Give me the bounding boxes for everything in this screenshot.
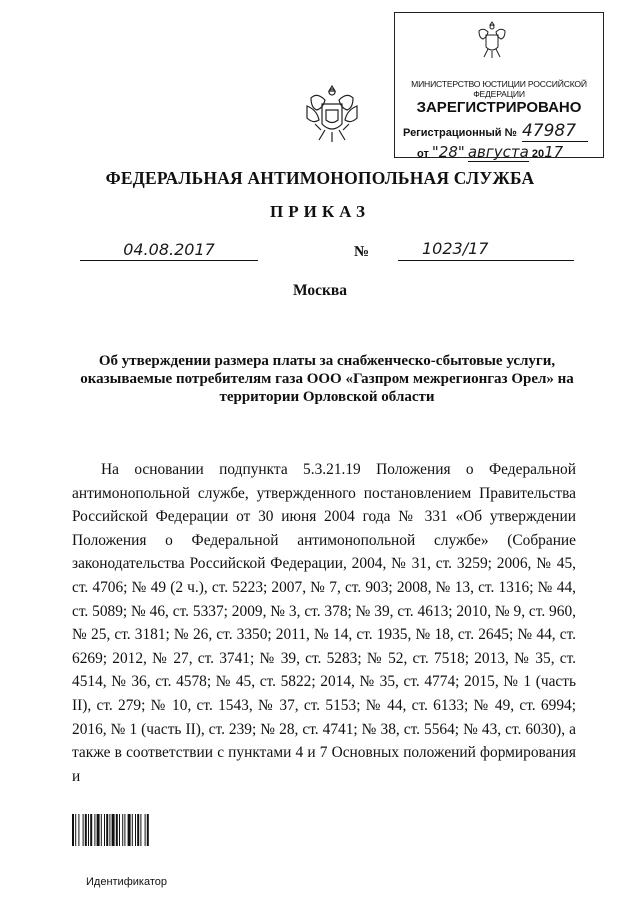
- city: Москва: [292, 282, 348, 299]
- registration-date-year-suffix: 17: [544, 143, 564, 161]
- order-date-field: [80, 240, 258, 261]
- body-paragraph: На основании подпункта 5.3.21.19 Положения о Федеральной антимонопольной службе, утвержденного постановлением Правительства Российской Федерации от 30 июня 2004 года № 331 «Об утверждении Положения о Федеральной антимонопольной службе» (Собрание законодательства Российской Федерации, 2004, № 31, ст. 3259; 2006, № 45, ст. 4706; № 49 (2 ч.), ст. 5223; 2007, № 7, ст. 903; 2008, № 13, ст. 1316; № 44, ст. 5089; № 46, ст. 5337; 2009, № 3, ст. 378; № 39, ст. 4613; 2010, № 9, ст. 960, № 25, ст. 3181; № 26, ст. 3350; 2011, № 14, ст. 1935, № 18, ст. 2645; № 44, ст. 6269; 2012, № 27, ст. 3741; № 39, ст. 5283; № 52, ст. 7518; 2013, № 35, ст. 4514, № 36, ст. 4578; № 45, ст. 5822; 2014, № 35, ст. 4774; 2015, № 1 (часть II), ст. 279; № 10, ст. 1543, № 37, ст. 5153; № 44, ст. 6133; № 49, ст. 6994; 2016, № 1 (часть II), ст. 239; № 28, ст. 4741; № 38, ст. 5564; № 43, ст. 6030), а также в соответствии с пунктами 4 и 7 Основных положений формирования и: [72, 461, 576, 785]
- date-prefix: от: [417, 148, 429, 160]
- order-number-field: [398, 240, 574, 261]
- barcode: [72, 814, 190, 846]
- order-number-label: №: [354, 244, 370, 260]
- registration-date-line: [417, 143, 597, 162]
- title-line-1: Об утверждении размера платы за снабженческо-сбытовые услуги,: [98, 353, 556, 369]
- registration-number-line: [403, 121, 599, 142]
- title-line-2: оказываемые потребителям газа ООО «Газпром межрегионгаз Орел» на: [80, 371, 574, 387]
- order-date: 04.08.2017: [123, 240, 215, 259]
- ministry-emblem: [475, 19, 509, 61]
- registration-date-day: "28": [431, 143, 465, 161]
- registration-date-year-prefix: 20: [531, 148, 545, 160]
- document-title: [80, 352, 574, 406]
- agency-name: ФЕДЕРАЛЬНАЯ АНТИМОНОПОЛЬНАЯ СЛУЖБА: [105, 168, 535, 188]
- registration-stamp: [394, 12, 604, 161]
- registration-number-label: Регистрационный №: [403, 127, 517, 139]
- coat-of-arms-emblem: [303, 80, 361, 146]
- title-line-3: территории Орловской области: [219, 389, 435, 405]
- registration-date-month: августа: [467, 143, 529, 161]
- registered-label: ЗАРЕГИСТРИРОВАНО: [416, 99, 582, 116]
- document-type: ПРИКАЗ: [270, 202, 370, 221]
- identifier-label: Идентификатор: [86, 876, 167, 888]
- ministry-name: МИНИСТЕРСТВО ЮСТИЦИИ РОССИЙСКОЙ ФЕДЕРАЦИИ: [411, 79, 587, 99]
- registration-number: 47987: [522, 121, 588, 142]
- order-number: 1023/17: [422, 239, 489, 258]
